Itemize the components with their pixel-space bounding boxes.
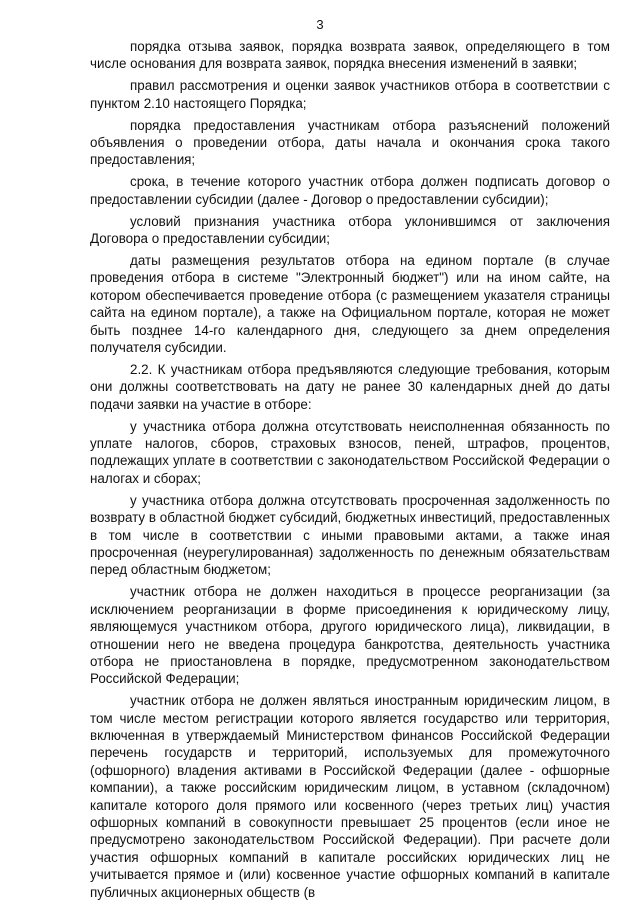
paragraph-clarifications: порядка предоставления участникам отбора разъяснений положений объявления о проведении отбора, даты начала и окончания срока такого предоставления; bbox=[90, 117, 610, 168]
paragraph-review-rules: правил рассмотрения и оценки заявок участников отбора в соответствии с пунктом 2.10 настоящего Порядка; bbox=[90, 78, 610, 111]
paragraph-signing-deadline: срока, в течение которого участник отбора должен подписать договор о предоставлении субсидии (далее - Договор о предоставлении субсидии); bbox=[90, 174, 610, 207]
paragraph-section-2-2: 2.2. К участникам отбора предъявляются следующие требования, которым они должны соответствовать на дату не ранее 30 календарных дней до даты подачи заявки на участие в отборе: bbox=[90, 361, 610, 412]
page-number: 3 bbox=[316, 17, 324, 32]
paragraph-budget-debt: у участника отбора должна отсутствовать просроченная задолженность по возврату в областной бюджет субсидий, бюджетных инвестиций, предоставленных в том числе в соответствии с иными правовыми актами, а также иная просроченная (неурегулированная) задолженность по денежным обязательствам перед областным бюджетом; bbox=[90, 492, 610, 578]
paragraph-evasion-conditions: условий признания участника отбора уклонившимся от заключения Договора о предоставлении субсидии; bbox=[90, 213, 610, 247]
paragraph-results-date: даты размещения результатов отбора на едином портале (в случае проведения отбора в системе "Электронный бюджет") или на ином сайте, на котором обеспечивается проведение отбора (с размещением указателя страницы сайта на едином портале), а также на Официальном портале, которая не может быть позднее 14-го календарного дня, следующего за днем определения получателя субсидии. bbox=[90, 252, 610, 355]
paragraph-tax-obligations: у участника отбора должна отсутствовать неисполненная обязанность по уплате налогов, сборов, страховых взносов, пеней, штрафов, процентов, подлежащих уплате в соответствии с законодательством Российской Федерации о налогах и сборах; bbox=[90, 418, 610, 486]
document-body bbox=[90, 38, 610, 906]
paragraph-foreign-entity: участник отбора не должен являться иностранным юридическим лицом, в том числе местом регистрации которого является государство или территория, включенная в утверждаемый Министерством финансов Российской Федерации перечень государств и территорий, используемых для промежуточного (офшорного) владения активами в Российской Федерации (далее - офшорные компании), а также российским юридическим лицом, в уставном (складочном) капитале которого доля прямого или косвенного (через третьих лиц) участия офшорных компаний в совокупности превышает 25 процентов (если иное не предусмотрено законодательством Российской Федерации). При расчете доли участия офшорных компаний в капитале российских юридических лиц не учитывается прямое и (или) косвенное участие офшорных компаний в капитале публичных акционерных обществ (в bbox=[90, 693, 610, 900]
paragraph-reorganization: участник отбора не должен находиться в процессе реорганизации (за исключением реорганизации в форме присоединения к юридическому лицу, являющемуся участником отбора, другого юридического лица), ликвидации, в отношении него не введена процедура банкротства, деятельность участника отбора не приостановлена в порядке, предусмотренном законодательством Российской Федерации; bbox=[90, 584, 610, 687]
paragraph-withdrawal-order: порядка отзыва заявок, порядка возврата заявок, определяющего в том числе основания для возврата заявок, порядка внесения изменений в заявки; bbox=[90, 39, 610, 72]
